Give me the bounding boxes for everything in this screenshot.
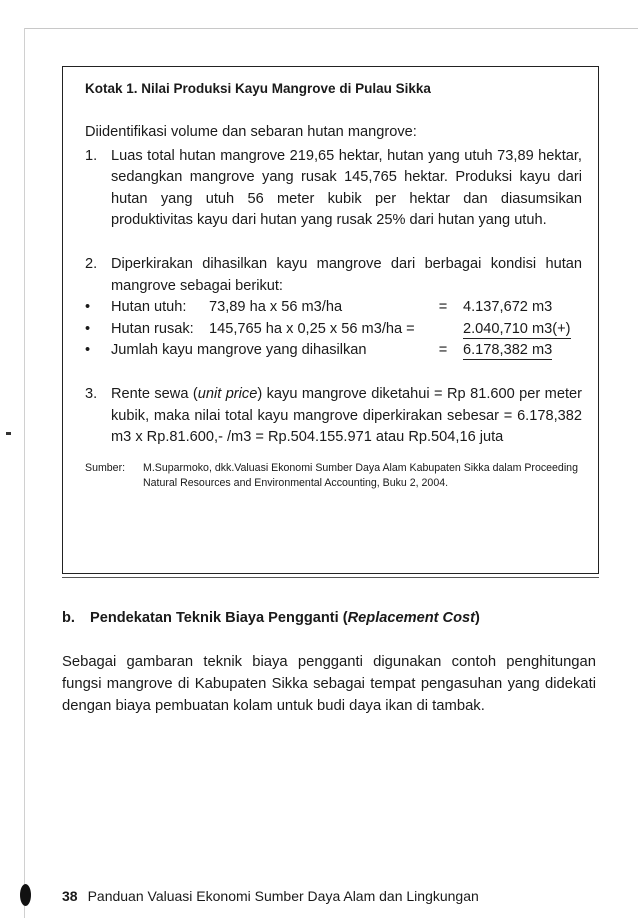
- section-title: Pendekatan Teknik Biaya Pengganti (Replacement Cost): [90, 610, 480, 626]
- numbered-item-3: [85, 384, 582, 449]
- page-top-rule: [24, 28, 638, 29]
- section-title-italic: Replacement Cost: [347, 610, 475, 626]
- calc-expression: 145,765 ha x 0,25 x 56 m3/ha =: [209, 320, 415, 337]
- section-paragraph: Sebagai gambaran teknik biaya pengganti digunakan contoh penghitungan fungsi mangrove di Kabupaten Sikka sebagai tempat pengasuhan yang didekati dengan biaya pembuatan kolam untuk budi daya ikan di tambak.: [62, 654, 596, 714]
- page-footer: [62, 888, 479, 904]
- box-title: Kotak 1. Nilai Produksi Kayu Mangrove di Pulau Sikka: [85, 81, 431, 96]
- calc-expression: 73,89 ha x 56 m3/ha: [209, 299, 343, 316]
- numbered-item-1: [85, 146, 582, 232]
- bullet: •: [85, 320, 91, 337]
- calc-label: Hutan utuh:: [111, 299, 187, 316]
- calc-value: 4.137,672 m3: [463, 299, 553, 316]
- calc-value: 2.040,710 m3(+): [463, 320, 571, 337]
- source-label: Sumber:: [85, 461, 126, 474]
- calc-row-hutan-utuh: [85, 297, 582, 319]
- item-text: Rente sewa (unit price) kayu mangrove diketahui = Rp 81.600 per meter kubik, maka nilai total kayu mangrove diperkirakan sebesar = 6.178,382 m3 x Rp.81.600,- /m3 = Rp.504.155.971 atau Rp.504,16 juta: [111, 385, 582, 446]
- footer-bullet-mark: [20, 884, 31, 906]
- calc-row-hutan-rusak: [85, 319, 582, 341]
- calc-row-jumlah: [85, 340, 582, 362]
- edge-mark: [6, 432, 11, 435]
- item-text: Diperkirakan dihasilkan kayu mangrove dari berbagai kondisi hutan mangrove sebagai berikut:: [111, 255, 582, 294]
- section-heading: [62, 610, 602, 626]
- calc-value: 6.178,382 m3: [463, 342, 553, 359]
- item-number: 3.: [85, 385, 98, 402]
- numbered-item-2: [85, 254, 582, 297]
- box-intro: Diidentifikasi volume dan sebaran hutan mangrove:: [85, 124, 417, 140]
- calc-label: Jumlah kayu mangrove yang dihasilkan: [111, 342, 367, 359]
- section-letter: b.: [62, 610, 75, 626]
- page-number: 38: [62, 888, 78, 904]
- calc-equals: =: [438, 342, 448, 359]
- info-box: [62, 66, 599, 574]
- calc-label: Hutan rusak:: [111, 320, 194, 337]
- bullet: •: [85, 342, 91, 359]
- bullet: •: [85, 299, 91, 316]
- source-note: [85, 461, 582, 491]
- source-text: M.Suparmoko, dkk.Valuasi Ekonomi Sumber Daya Alam Kabupaten Sikka dalam Proceeding Natural Resources and Environmental Accounting, Buku 2, 2004.: [143, 461, 578, 489]
- calc-equals: =: [438, 299, 448, 316]
- box-bottom-rule: [62, 577, 599, 578]
- item-text: Luas total hutan mangrove 219,65 hektar, hutan yang utuh 73,89 hektar, sedangkan mangrove yang rusak 145,765 hektar. Produksi kayu dari hutan yang utuh 56 meter kubik per hektar dan diasumsikan produktivitas kayu dari hutan yang rusak 25% dari hutan yang utuh.: [111, 147, 582, 229]
- page-left-rule: [24, 28, 25, 918]
- book-title: Panduan Valuasi Ekonomi Sumber Daya Alam dan Lingkungan: [87, 888, 479, 904]
- item-number: 1.: [85, 147, 98, 164]
- italic-term: unit price: [197, 385, 258, 402]
- item-number: 2.: [85, 255, 98, 272]
